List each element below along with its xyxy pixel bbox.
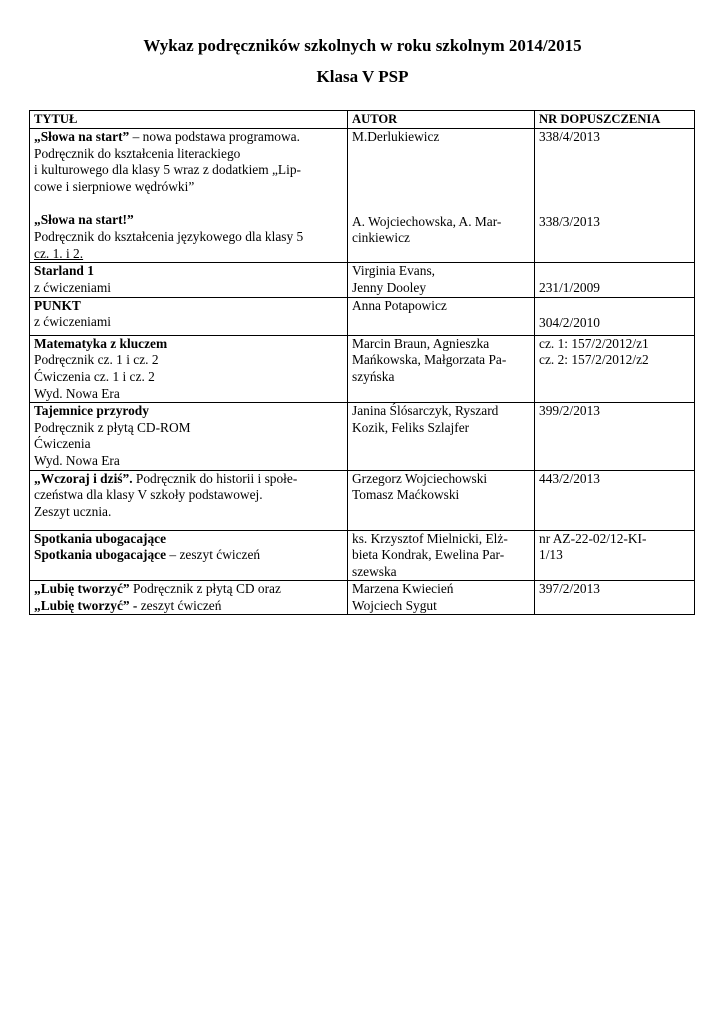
approval-number: 399/2/2013 [539, 403, 601, 419]
book-description: Ćwiczenia [34, 436, 91, 452]
book-title: Tajemnice przyrody [34, 403, 149, 419]
title-cell [30, 335, 348, 402]
title-cell [30, 470, 348, 530]
book-description: czeństwa dla klasy V szkoły podstawowej. [34, 487, 263, 503]
book-note: zeszyt ćwiczeń [137, 597, 222, 613]
book-description: Podręcznik cz. 1 i cz. 2 [34, 352, 159, 368]
number-cell [535, 263, 695, 298]
author-name: Anna Potapowicz [352, 297, 447, 313]
approval-number: 338/3/2013 [539, 213, 601, 229]
approval-number: 397/2/2013 [539, 581, 601, 597]
author-cell [348, 129, 535, 263]
book-title: „Lubię tworzyć” [34, 581, 130, 597]
author-name: Kozik, Feliks Szlajfer [352, 419, 470, 435]
number-cell [535, 530, 695, 581]
book-title: „Wczoraj i dziś”. [34, 470, 133, 486]
book-description: z ćwiczeniami [34, 279, 111, 295]
author-name: Tomasz Maćkowski [352, 487, 460, 503]
table-row [30, 530, 695, 581]
author-cell [348, 297, 535, 335]
approval-number: 338/4/2013 [539, 129, 601, 144]
title-cell [30, 129, 348, 263]
header-author: AUTOR [348, 111, 535, 129]
book-description: Wyd. Nowa Era [34, 385, 120, 401]
number-cell [535, 470, 695, 530]
table-row [30, 581, 695, 615]
approval-number: cz. 1: 157/2/2012/z1 [539, 335, 649, 351]
approval-number: 443/2/2013 [539, 470, 601, 486]
document-subtitle: Klasa V PSP [316, 67, 409, 86]
title-cell [30, 403, 348, 470]
book-title: PUNKT [34, 297, 81, 313]
book-note: – nowa podstawa programowa. [129, 129, 300, 144]
author-cell [348, 530, 535, 581]
author-name: Wojciech Sygut [352, 597, 437, 613]
book-description: Zeszyt ucznia. [34, 503, 112, 519]
book-description: Ćwiczenia cz. 1 i cz. 2 [34, 368, 155, 384]
book-description: cowe i sierpniowe wędrówki” [34, 178, 195, 194]
table-row [30, 403, 695, 470]
approval-number: 304/2/2010 [539, 314, 601, 330]
book-title: „Słowa na start!” [34, 212, 134, 228]
author-name: szewska [352, 563, 397, 579]
author-cell [348, 470, 535, 530]
table-row [30, 335, 695, 402]
author-cell [348, 263, 535, 298]
table-row [30, 297, 695, 335]
title-cell [30, 530, 348, 581]
author-name: M.Derlukiewicz [352, 129, 440, 144]
number-cell [535, 403, 695, 470]
book-description: Podręcznik do kształcenia językowego dla klasy 5 [34, 228, 304, 244]
book-title: Starland 1 [34, 263, 94, 279]
author-name: Mańkowska, Małgorzata Pa- [352, 352, 507, 368]
book-description: Podręcznik z płytą CD-ROM [34, 419, 191, 435]
textbook-table [29, 110, 695, 615]
book-description: Wyd. Nowa Era [34, 452, 120, 468]
book-note: Podręcznik do historii i społe- [132, 470, 298, 486]
author-name: bieta Kondrak, Ewelina Par- [352, 547, 505, 563]
title-cell [30, 297, 348, 335]
approval-number: cz. 2: 157/2/2012/z2 [539, 352, 649, 368]
author-name: szyńska [352, 368, 395, 384]
author-cell [348, 335, 535, 402]
book-description: Podręcznik do kształcenia literackiego [34, 145, 241, 161]
approval-number: 1/13 [539, 547, 563, 563]
author-name: cinkiewicz [352, 230, 410, 246]
table-row [30, 470, 695, 530]
book-description: z ćwiczeniami [34, 314, 111, 330]
author-name: Janina Ślósarczyk, Ryszard [352, 403, 499, 419]
book-title: Spotkania ubogacające [34, 547, 167, 563]
number-cell [535, 335, 695, 402]
table-row [30, 263, 695, 298]
number-cell [535, 581, 695, 615]
book-note: Podręcznik z płytą CD oraz [129, 581, 281, 597]
author-name: Grzegorz Wojciechowski [352, 470, 488, 486]
book-description: i kulturowego dla klasy 5 wraz z dodatkiem „Lip- [34, 162, 301, 178]
table-row [30, 129, 695, 263]
book-title: „Lubię tworzyć” - [34, 597, 138, 613]
book-description: cz. 1. i 2. [34, 245, 84, 261]
number-cell [535, 129, 695, 263]
header-number: NR DOPUSZCZENIA [535, 111, 695, 129]
approval-number: nr AZ-22-02/12-KI- [539, 530, 647, 546]
book-note: – zeszyt ćwiczeń [166, 547, 261, 563]
table-header-row [30, 111, 695, 129]
book-title: Matematyka z kluczem [34, 335, 168, 351]
book-title: Spotkania ubogacające [34, 530, 167, 546]
header-title: TYTUŁ [30, 111, 348, 129]
author-name: Virginia Evans, [352, 263, 435, 279]
book-title: „Słowa na start” [34, 129, 130, 144]
author-name: ks. Krzysztof Mielnicki, Elż- [352, 530, 508, 546]
title-cell [30, 581, 348, 615]
document-title: Wykaz podręczników szkolnych w roku szkolnym 2014/2015 [143, 36, 582, 55]
author-name: A. Wojciechowska, A. Mar- [352, 213, 502, 229]
author-cell [348, 403, 535, 470]
approval-number: 231/1/2009 [539, 280, 601, 296]
author-name: Marzena Kwiecień [352, 581, 454, 597]
author-name: Jenny Dooley [352, 279, 427, 295]
author-name: Marcin Braun, Agnieszka [352, 335, 490, 351]
author-cell [348, 581, 535, 615]
number-cell [535, 297, 695, 335]
title-cell [30, 263, 348, 298]
